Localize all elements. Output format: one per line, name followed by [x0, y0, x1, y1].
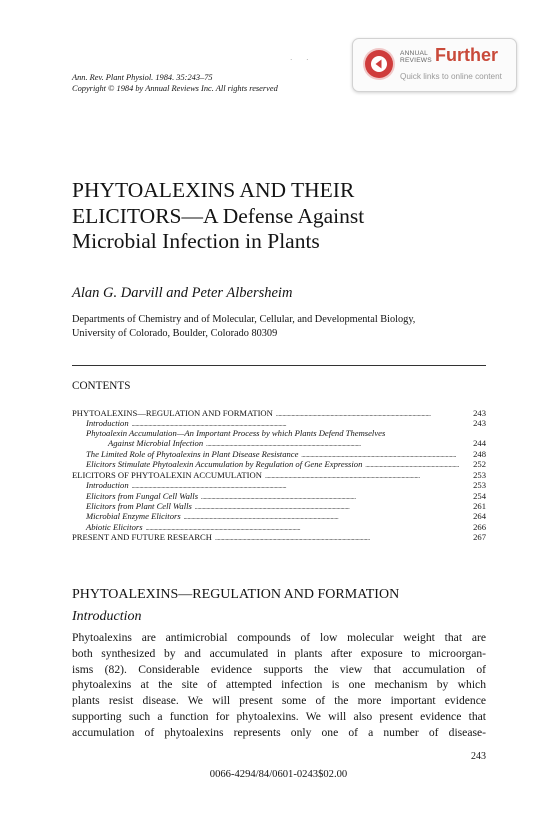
toc-entry-label: Abiotic Elicitors	[86, 521, 143, 532]
journal-header	[72, 72, 278, 94]
toc-entry-page: 264	[473, 511, 486, 522]
toc-entry[interactable]	[72, 438, 486, 448]
toc-entry[interactable]	[72, 470, 486, 480]
toc-entry[interactable]	[72, 480, 486, 490]
toc-entry-label: The Limited Role of Phytoalexins in Plant Disease Resistance	[86, 448, 299, 459]
page-number: 243	[471, 751, 486, 762]
title-line: Microbial Infection in Plants	[72, 229, 320, 253]
toc-entry-label: Microbial Enzyme Elicitors	[86, 511, 181, 522]
toc-entry-label: Elicitors from Plant Cell Walls	[86, 501, 192, 511]
toc-entry-page: 243	[473, 408, 486, 418]
toc-entry-page: 244	[473, 438, 486, 449]
badge-title: Further	[435, 45, 498, 65]
toc-entry[interactable]	[72, 511, 486, 521]
body-line: phytoalexins at the site of attempted infection is one mechanism by which	[72, 678, 486, 692]
badge-brand	[400, 50, 432, 64]
authors: Alan G. Darvill and Peter Albersheim	[72, 285, 293, 301]
toc-entry-label: Phytoalexin Accumulation—An Important Process by which Plants Defend Themselves	[86, 427, 386, 438]
copyright-notice: Copyright © 1984 by Annual Reviews Inc. All rights reserved	[72, 84, 278, 93]
title-line: PHYTOALEXINS AND THEIR	[72, 178, 355, 202]
body-line: plants resist disease. We will present some of the more important evidence	[72, 694, 486, 708]
toc-entry-label: Elicitors Stimulate Phytoalexin Accumulation by Regulation of Gene Expression	[86, 459, 363, 470]
toc-entry-label: Introduction	[86, 480, 129, 491]
article-title	[72, 178, 492, 255]
contents-heading: CONTENTS	[72, 380, 131, 392]
toc-entry[interactable]	[72, 532, 486, 542]
arrow-left-circle-icon	[365, 50, 393, 78]
body-line: both synthesized by and accumulated in plants after exposure to microorgan-	[72, 646, 486, 660]
affiliation-line: University of Colorado, Boulder, Colorado 80309	[72, 328, 278, 339]
toc-entry-label: ELICITORS OF PHYTOALEXIN ACCUMULATION	[72, 469, 262, 480]
toc-entry[interactable]	[72, 522, 486, 532]
divider	[72, 365, 486, 366]
badge-brand-line1: ANNUAL	[400, 50, 428, 57]
affiliation	[72, 313, 486, 341]
body-line: isms (82). Considerable evidence supports the view that accumulation of	[72, 662, 486, 676]
section-heading: PHYTOALEXINS—REGULATION AND FORMATION	[72, 587, 400, 602]
title-line: ELICITORS—A Defense Against	[72, 203, 365, 228]
toc-entry-page: 243	[473, 418, 486, 429]
badge-subtitle: Quick links to online content	[400, 72, 502, 81]
badge-brand-line2: REVIEWS	[400, 57, 432, 64]
scan-speck: · ·	[290, 56, 315, 64]
affiliation-line: Departments of Chemistry and of Molecular, Cellular, and Developmental Biology,	[72, 314, 416, 325]
toc-entry-page: 261	[473, 501, 486, 511]
toc-entry-label: Against Microbial Infection	[108, 438, 204, 449]
toc-leader	[215, 532, 459, 543]
toc-entry-page: 254	[473, 490, 486, 501]
journal-citation: Ann. Rev. Plant Physiol. 1984. 35:243–75	[72, 73, 213, 82]
toc-entry-label: Introduction	[86, 418, 129, 429]
article-code: 0066-4294/84/0601-0243$02.00	[209, 769, 348, 780]
toc-entry[interactable]	[72, 491, 486, 501]
toc-entry[interactable]	[72, 408, 486, 418]
further-links-badge[interactable]	[352, 38, 517, 92]
toc-entry-page: 252	[473, 459, 486, 470]
toc-entry-label: Elicitors from Fungal Cell Walls	[86, 490, 199, 501]
body-line: supporting such a function for phytoalexins. We will also present evidence that	[72, 709, 486, 723]
subsection-heading: Introduction	[72, 609, 142, 624]
toc-entry-page: 253	[473, 480, 486, 491]
body-line: Phytoalexins are antimicrobial compounds of low molecular weight that are	[72, 631, 486, 644]
body-text	[72, 630, 486, 741]
toc-entry-label: PHYTOALEXINS—REGULATION AND FORMATION	[72, 408, 273, 418]
toc-entry-page: 248	[473, 448, 486, 459]
toc-entry[interactable]	[72, 449, 486, 459]
toc-entry-page: 267	[473, 532, 486, 543]
toc-entry[interactable]	[72, 429, 486, 439]
table-of-contents	[72, 408, 486, 543]
toc-entry-label: PRESENT AND FUTURE RESEARCH	[72, 532, 212, 543]
body-line: accumulation of phytoalexins represents only one of a number of disease-	[72, 725, 486, 739]
toc-entry[interactable]	[72, 501, 486, 511]
toc-entry-page: 253	[473, 469, 486, 480]
toc-entry[interactable]	[72, 459, 486, 469]
toc-entry-page: 266	[473, 521, 486, 532]
